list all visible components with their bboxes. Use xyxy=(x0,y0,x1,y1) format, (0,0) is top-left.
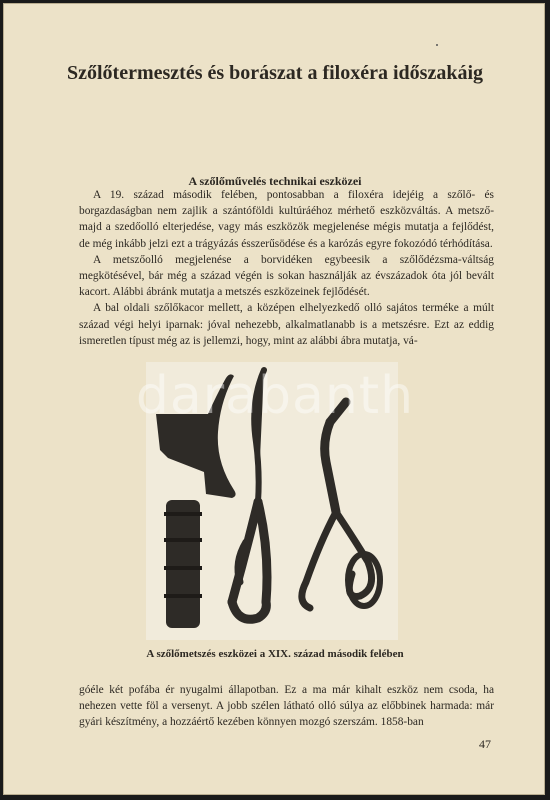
figure-caption: A szőlőmetszés eszközei a XIX. század második felében xyxy=(146,648,404,660)
ink-speck xyxy=(436,44,438,46)
watermark: darabanth xyxy=(135,366,415,426)
factory-shears-tool xyxy=(302,402,380,608)
paragraph-continuation: góéle két pofába ér nyugalmi állapotban. Ez a ma már kihalt eszköz nem csoda, ha nehezen vette föl a versenyt. A jobb szélen látható olló súlya az előbbinek harmada: már gyári készítmény, a hozzáértő kezében könnyen mozgó szerszám. 1858-ban xyxy=(79,684,494,728)
paragraph-1: A 19. század második felében, pontosabban a filoxéra idejéig a szőlő- és borgazdaságban nem zajlik a szántóföldi kultúráéhoz mérhető eszközváltás. A metsző- majd a szedőolló elterjedése, vagy más eszközök megjelenése mégis mutatja a fejlődést, de még inkább jelzi ezt a trágyázás ésszerűsödése és a karózás egyre fokozódó térhódítása. xyxy=(79,189,494,250)
page-number: 47 xyxy=(479,737,491,751)
section-heading: A szőlőművelés technikai eszközei xyxy=(188,174,362,188)
paragraph-2: A metszőolló megjelenése a borvidéken egybeesik a szőlődézsma-váltság megkötésével, bár még a század végén is sokan használják az évszázadok óta jól bevált kacort. Alábbi ábránk mutatja a metszés eszközeinek fejlődését. xyxy=(79,253,494,299)
paragraph-3: A bal oldali szőlőkacor mellett, a középen elhelyezkedő olló sajátos terméke a múlt század végi helyi iparnak: jóval nehezebb, alkalmatlanabb is a metszésre. Ezt az eddig ismeretlen típust még az is jellemzi, hogy, mint az alábbi ábra mutatja, vá- xyxy=(79,302,494,347)
page-title: Szőlőtermesztés és borászat a filoxéra időszakáig xyxy=(66,62,483,84)
body-text xyxy=(79,187,494,349)
continuation-text xyxy=(79,682,494,730)
document-page xyxy=(3,3,545,795)
